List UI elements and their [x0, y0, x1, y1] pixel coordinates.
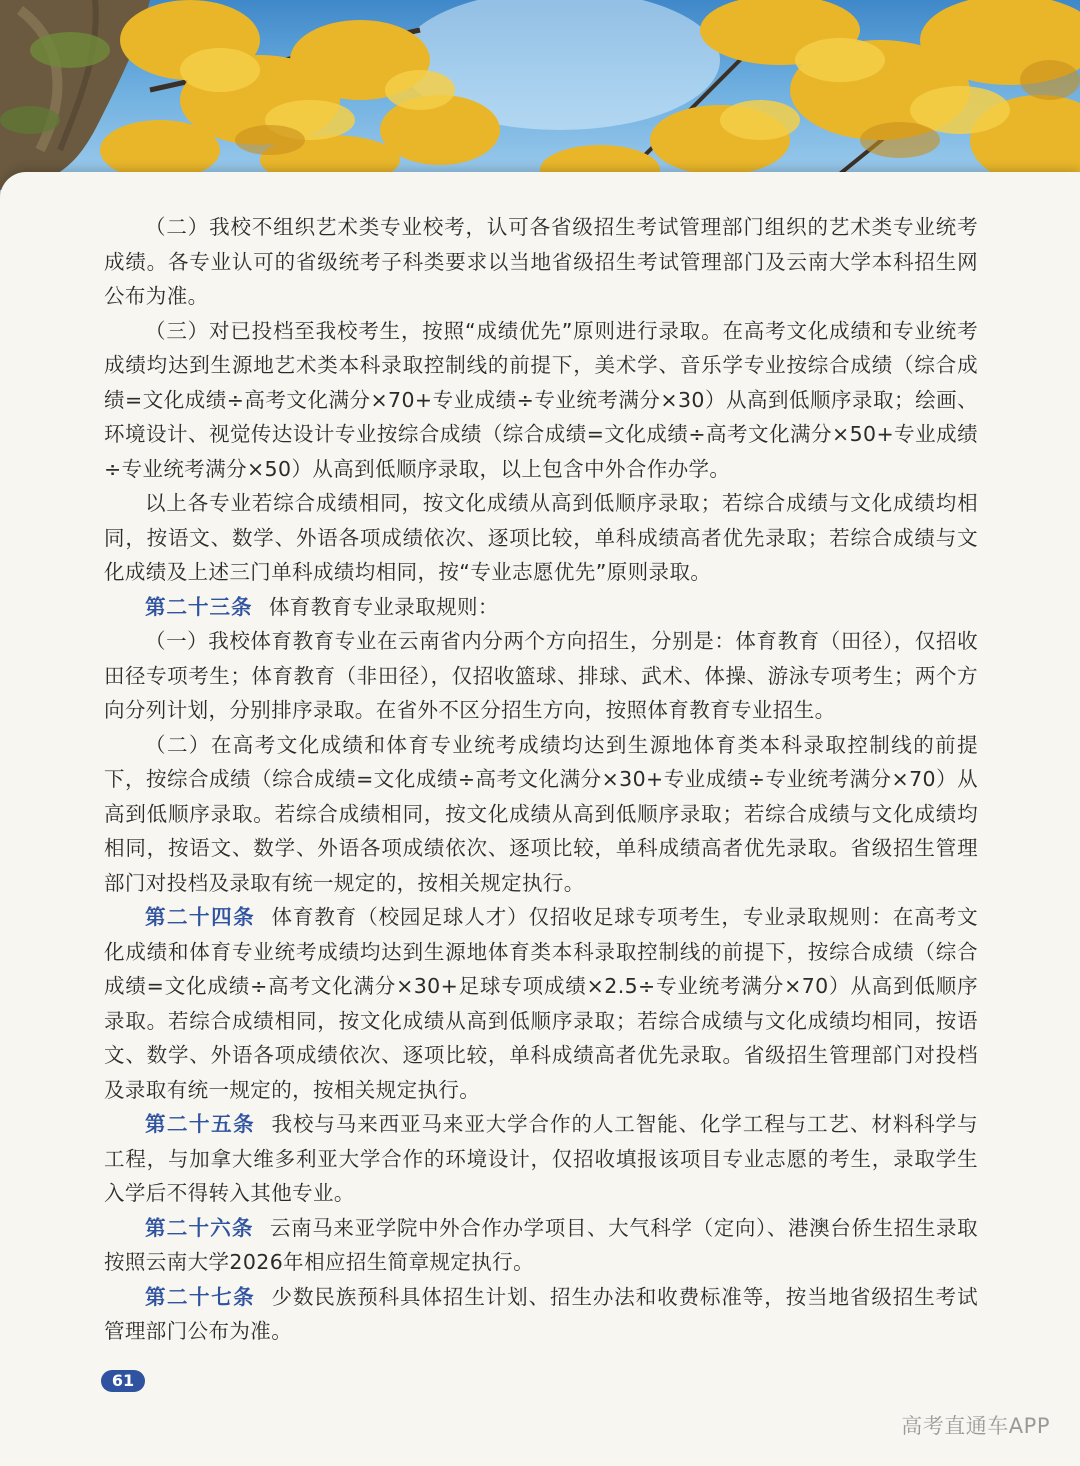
paragraph-text: （三）对已投档至我校考生，按照“成绩优先”原则进行录取。在高考文化成绩和专业统考成绩均达到生源地艺术类本科录取控制线的前提下，美术学、音乐学专业按综合成绩（综合成绩=文化成绩÷高考文化满分×70+专业成绩÷专业统考满分×30）从高到低顺序录取；绘画、环境设计、视觉传达设计专业按综合成绩（综合成绩=文化成绩÷高考文化满分×50+专业成绩÷专业统考满分×50）从高到低顺序录取，以上包含中外合作办学。 — [104, 318, 978, 481]
paragraph — [104, 314, 978, 487]
article-number: 第二十三条 — [145, 594, 253, 619]
paragraph-text: 我校与马来西亚马来亚大学合作的人工智能、化学工程与工艺、材料科学与工程，与加拿大维多利亚大学合作的环境设计，仅招收填报该项目专业志愿的考生，录取学生入学后不得转入其他专业。 — [104, 1112, 978, 1205]
paragraph — [104, 1107, 978, 1211]
article-number: 第二十五条 — [145, 1112, 256, 1136]
paragraph-text: 云南马来亚学院中外合作办学项目、大气科学（定向）、港澳台侨生招生录取按照云南大学2026年相应招生简章规定执行。 — [104, 1215, 978, 1274]
page-number-badge: 61 — [101, 1370, 145, 1392]
paragraph — [104, 486, 978, 590]
article-body — [104, 210, 978, 1349]
paragraph-text: 体育教育专业录取规则： — [268, 594, 499, 619]
ginkgo-tree-illustration — [0, 0, 1080, 200]
article-number: 第二十七条 — [145, 1284, 256, 1309]
article-number: 第二十四条 — [145, 905, 256, 929]
paragraph — [104, 900, 978, 1107]
paragraph — [104, 210, 978, 314]
paragraph-text: （二）我校不组织艺术类专业校考，认可各省级招生考试管理部门组织的艺术类专业统考成绩。各专业认可的省级统考子科类要求以当地省级招生考试管理部门及云南大学本科招生网公布为准。 — [104, 215, 978, 308]
article-number: 第二十六条 — [145, 1215, 254, 1240]
paragraph — [104, 728, 978, 901]
paragraph — [104, 1211, 978, 1280]
paragraph-text: （二）在高考文化成绩和体育专业统考成绩均达到生源地体育类本科录取控制线的前提下，按综合成绩（综合成绩=文化成绩÷高考文化满分×30+专业成绩÷专业统考满分×70）从高到低顺序录取。若综合成绩相同，按文化成绩从高到低顺序录取；若综合成绩与文化成绩均相同，按语文、数学、外语各项成绩依次、逐项比较，单科成绩高者优先录取。省级招生管理部门对投档及录取有统一规定的，按相关规定执行。 — [104, 732, 978, 895]
paragraph-text: （一）我校体育教育专业在云南省内分两个方向招生，分别是：体育教育（田径），仅招收田径专项考生；体育教育（非田径），仅招收篮球、排球、武术、体操、游泳专项考生；两个方向分列计划，分别排序录取。在省外不区分招生方向，按照体育教育专业招生。 — [104, 629, 978, 722]
paragraph-text: 以上各专业若综合成绩相同，按文化成绩从高到低顺序录取；若综合成绩与文化成绩均相同，按语文、数学、外语各项成绩依次、逐项比较，单科成绩高者优先录取；若综合成绩与文化成绩及上述三门单科成绩均相同，按“专业志愿优先”原则录取。 — [104, 491, 978, 584]
paragraph — [104, 590, 978, 625]
paragraph-text: 体育教育（校园足球人才）仅招收足球专项考生，专业录取规则：在高考文化成绩和体育专业统考成绩均达到生源地体育类本科录取控制线的前提下，按综合成绩（综合成绩=文化成绩÷高考文化满分×30+足球专项成绩×2.5÷专业统考满分×70）从高到低顺序录取。若综合成绩相同，按文化成绩从高到低顺序录取；若综合成绩与文化成绩均相同，按语文、数学、外语各项成绩依次、逐项比较，单科成绩高者优先录取。省级招生管理部门对投档及录取有统一规定的，按相关规定执行。 — [104, 905, 978, 1102]
watermark: 高考直通车APP — [901, 1414, 1050, 1438]
header-photo — [0, 0, 1080, 200]
paragraph — [104, 624, 978, 728]
paragraph-text: 少数民族预科具体招生计划、招生办法和收费标准等，按当地省级招生考试管理部门公布为准。 — [104, 1284, 978, 1343]
paragraph — [104, 1280, 978, 1349]
